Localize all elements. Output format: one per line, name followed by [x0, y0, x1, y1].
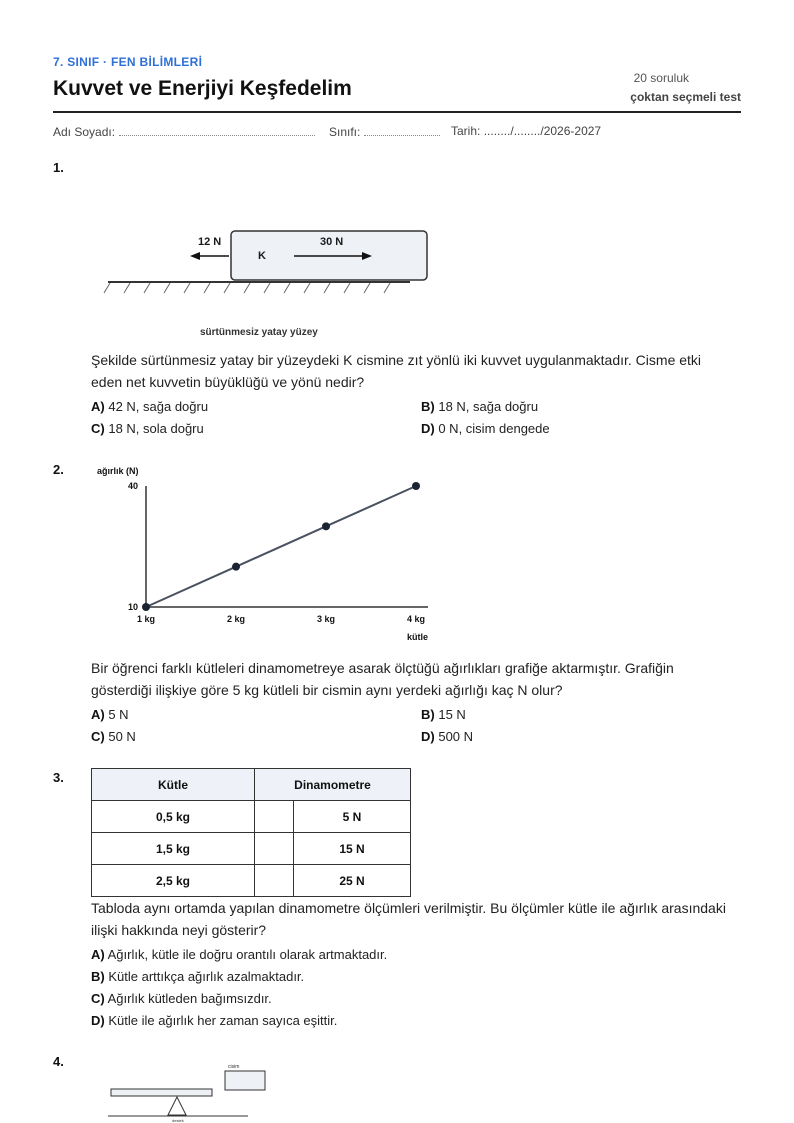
q3-option-c[interactable]: [91, 991, 272, 1006]
option-text: 5 N: [108, 707, 129, 722]
name-field[interactable]: [53, 124, 315, 139]
question-3-number: 3.: [53, 770, 64, 785]
data-point: [142, 603, 150, 611]
test-type: çoktan seçmeli test: [630, 90, 741, 104]
pivot-label: destek: [172, 1118, 184, 1123]
option-letter: B): [421, 707, 435, 722]
table-row: [92, 865, 411, 897]
chart-xlabel: kütle: [406, 632, 428, 642]
q1-option-b[interactable]: [421, 399, 538, 414]
subject-label: 7. SINIF · FEN BİLİMLERİ: [53, 55, 203, 69]
question-4-number: 4.: [53, 1054, 64, 1069]
table-cell-mass: 0,5 kg: [92, 801, 255, 833]
x-tick-label: 2 kg: [226, 614, 246, 624]
data-point: [232, 563, 240, 571]
q2-option-a[interactable]: [91, 707, 129, 722]
q3-option-b[interactable]: [91, 969, 304, 984]
option-letter: C): [91, 991, 105, 1006]
box-label: cisim: [228, 1064, 240, 1070]
name-label: Adı Soyadı:: [53, 125, 116, 139]
q2-option-b[interactable]: [421, 707, 466, 722]
option-text: Kütle arttıkça ağırlık azalmaktadır.: [108, 969, 305, 984]
q1-option-a[interactable]: [91, 399, 208, 414]
y-tick-label: 10: [127, 602, 138, 612]
question-1-text: Şekilde sürtünmesiz yatay bir yüzeydeki K cismine zıt yönlü iki kuvvet uygulanmaktadır. Cisme etki eden net kuvvetin büyüklüğü ve yönü nedir?: [91, 352, 702, 390]
object-k-label: K: [258, 250, 266, 262]
option-text: Kütle ile ağırlık her zaman sayıca eşittir.: [108, 1013, 338, 1028]
box-shape: [225, 1071, 265, 1090]
option-text: 42 N, sağa doğru: [108, 399, 209, 414]
name-blank[interactable]: [119, 124, 315, 136]
option-letter: A): [91, 947, 105, 962]
table-cell-mass: 2,5 kg: [92, 865, 255, 897]
right-force-label: 30 N: [320, 236, 344, 248]
table-row: [92, 801, 411, 833]
option-letter: D): [421, 421, 435, 436]
chart-ylabel: ağırlık (N): [97, 466, 139, 476]
pivot-triangle: [168, 1097, 186, 1115]
q4-lever-diagram: [100, 1060, 275, 1123]
table-header-dynamometer: Dinamometre: [255, 769, 411, 801]
question-2-number: 2.: [53, 462, 64, 477]
question-2-text: Bir öğrenci farklı kütleleri dinamometreye asarak ölçtüğü ağırlıkları grafiğe aktarmıştır. Grafiğin gösterdiği ilişkiye göre 5 kg kütleli bir cismin aynı yerdeki ağırlığı kaç N olur?: [91, 660, 674, 698]
x-tick-label: 4 kg: [406, 614, 426, 624]
class-field[interactable]: [329, 124, 440, 139]
lever-bar: [111, 1089, 212, 1096]
table-cell-weight: 25 N: [294, 865, 411, 897]
table-cell-weight: 15 N: [294, 833, 411, 865]
table-cell-spacer: [255, 865, 294, 897]
table-cell-spacer: [255, 833, 294, 865]
option-text: 18 N, sağa doğru: [438, 399, 539, 414]
q3-option-d[interactable]: [91, 1013, 337, 1028]
surface-caption: sürtünmesiz yatay yüzey: [200, 327, 318, 338]
q3-measurement-table: [91, 768, 411, 897]
table-header-mass: Kütle: [92, 769, 255, 801]
table-cell-weight: 5 N: [294, 801, 411, 833]
question-1-number: 1.: [53, 160, 64, 175]
left-force-arrowhead: [190, 252, 200, 260]
y-tick-label: 40: [127, 481, 138, 491]
page-title: Kuvvet ve Enerjiyi Keşfedelim: [53, 77, 352, 100]
option-text: Ağırlık, kütle ile doğru orantılı olarak artmaktadır.: [107, 947, 388, 962]
series-line: [146, 486, 416, 607]
x-tick-label: 3 kg: [316, 614, 336, 624]
option-letter: D): [91, 1013, 105, 1028]
data-point: [412, 482, 420, 490]
date-label: Tarih:: [451, 124, 481, 138]
header-divider: [53, 111, 741, 113]
q1-option-d[interactable]: [421, 421, 550, 436]
surface-hatching: [104, 283, 390, 293]
option-letter: C): [91, 421, 105, 436]
class-label: Sınıfı:: [329, 125, 361, 139]
table-row: [92, 833, 411, 865]
option-letter: B): [421, 399, 435, 414]
option-letter: A): [91, 707, 105, 722]
option-text: 0 N, cisim dengede: [438, 421, 550, 436]
left-force-label: 12 N: [198, 236, 222, 248]
q2-weight-chart: [90, 462, 440, 647]
question-count: 20 soruluk: [633, 71, 689, 85]
option-text: 50 N: [108, 729, 136, 744]
question-3-text: Tabloda aynı ortamda yapılan dinamometre ölçümleri verilmiştir. Bu ölçümler kütle ile ağırlık arasındaki ilişki hakkında neyi gösterir?: [91, 900, 726, 938]
q1-force-diagram: [100, 225, 440, 295]
data-point: [322, 522, 330, 530]
option-letter: A): [91, 399, 105, 414]
table-cell-spacer: [255, 801, 294, 833]
q2-option-c[interactable]: [91, 729, 136, 744]
table-header-row: [92, 769, 411, 801]
table-cell-mass: 1,5 kg: [92, 833, 255, 865]
q3-option-a[interactable]: [91, 947, 387, 962]
date-field[interactable]: [451, 124, 601, 138]
option-text: 15 N: [438, 707, 466, 722]
option-letter: B): [91, 969, 105, 984]
date-value[interactable]: ......../......../2026-2027: [483, 124, 602, 138]
option-letter: D): [421, 729, 435, 744]
option-text: 500 N: [438, 729, 474, 744]
option-text: Ağırlık kütleden bağımsızdır.: [107, 991, 272, 1006]
q1-option-c[interactable]: [91, 421, 204, 436]
option-letter: C): [91, 729, 105, 744]
x-tick-label: 1 kg: [136, 614, 156, 624]
q2-option-d[interactable]: [421, 729, 473, 744]
class-blank[interactable]: [364, 124, 440, 136]
option-text: 18 N, sola doğru: [108, 421, 204, 436]
